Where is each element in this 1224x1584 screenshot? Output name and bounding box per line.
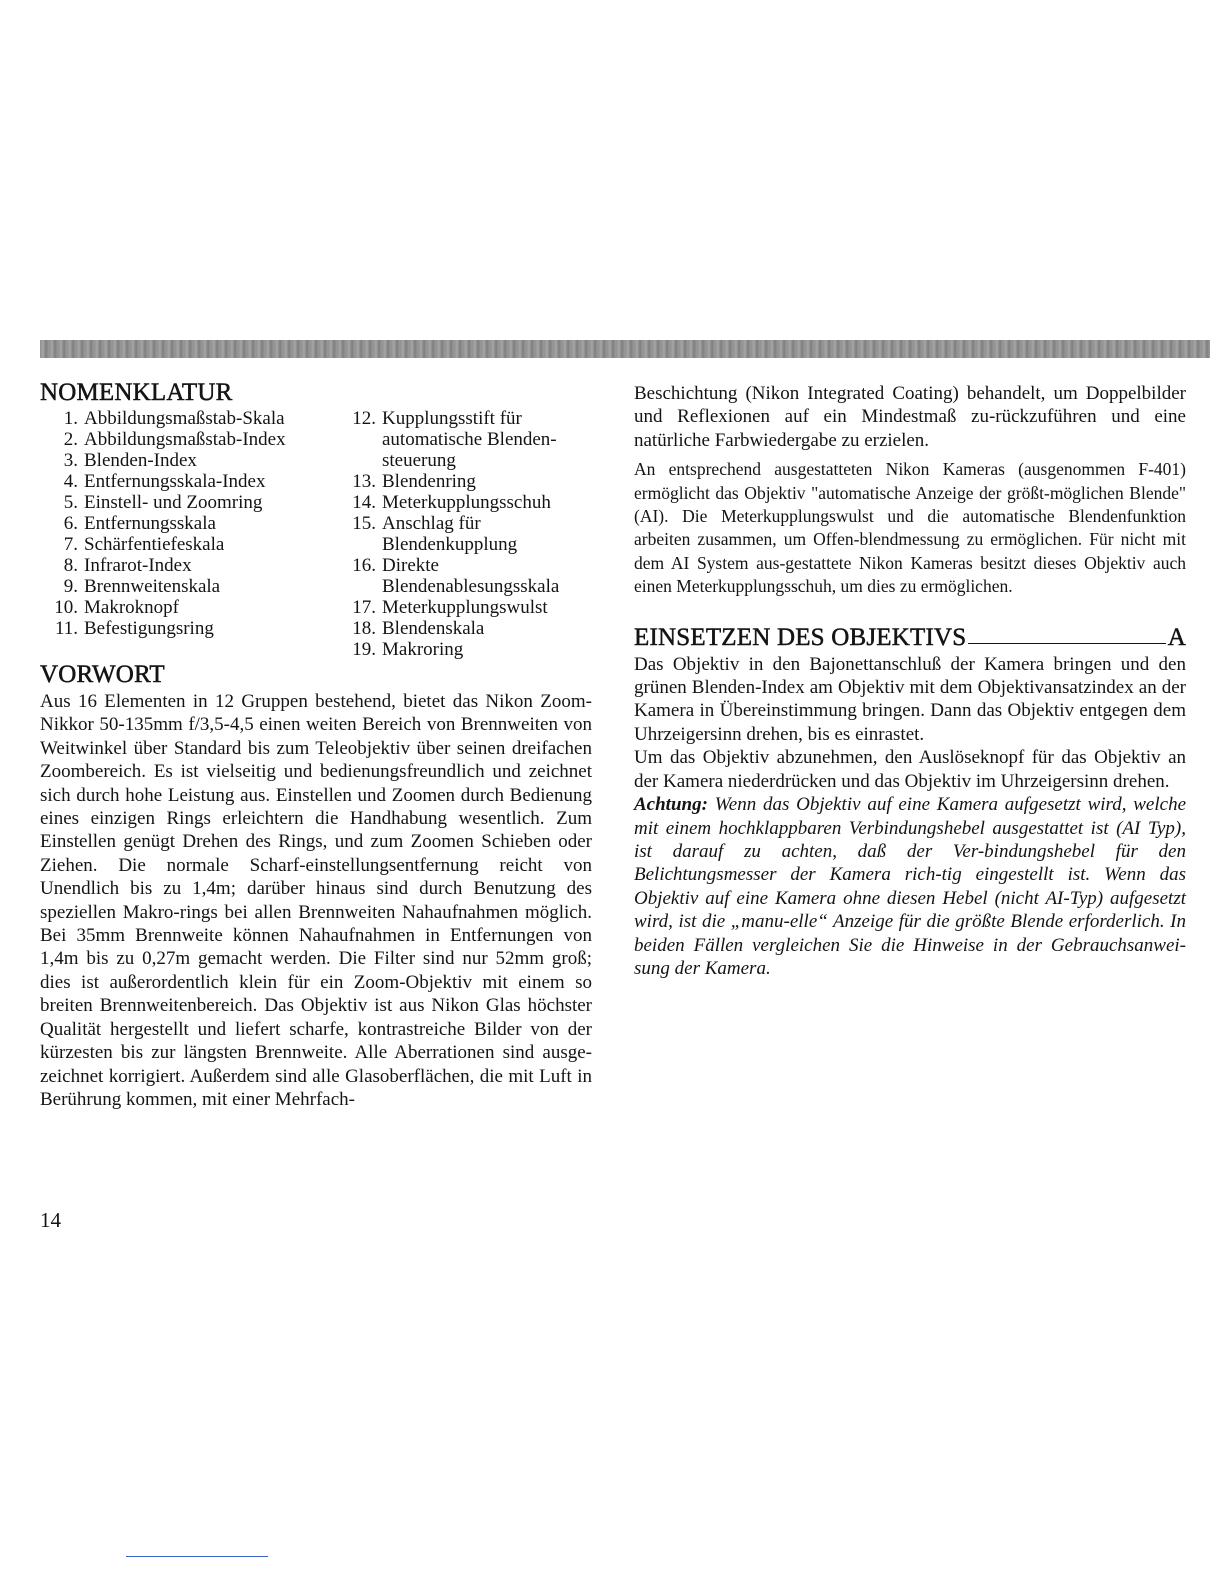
list-item: 18. Blendenskala (352, 618, 485, 639)
list-item: 5. Einstell- und Zoomring (63, 492, 263, 513)
achtung-text: Wenn das Objektiv auf eine Kamera aufgesetzt wird, welche mit einem hochklappbaren Verbindungshebel ausgestattet ist (AI Typ), ist darauf zu achten, daß der Ver-bindungshebel für den Belichtungsmesser der Kamera rich-tig eingestellt ist. Wenn das Objektiv auf eine Kamera ohne diesen Hebel (nicht AI-Typ) aufgesetzt wird, ist die „manu-elle“ Anzeige für die größte Blende erforderlich. In beiden Fällen vergleichen Sie die Hinweise in der Gebrauchsanwei-sung der Kamera. (634, 794, 1186, 979)
list-item: 15. Anschlag für Blendenkupplung (352, 513, 518, 555)
vorwort-heading: VORWORT (40, 661, 165, 688)
list-item: 12. Kupplungsstift für automatische Blenden-steuerung (352, 408, 557, 471)
list-item: 17. Meterkupplungswulst (352, 597, 548, 618)
einsetzen-paragraph-2: Um das Objektiv abzunehmen, den Auslöseknopf für das Objektiv an der Kamera niederdrücken und das Objektiv im Uhrzeigersinn drehen. (634, 747, 1186, 792)
list-item: 8. Infrarot-Index (63, 555, 192, 576)
list-item: 19. Makroring (352, 639, 464, 660)
list-item: 4. Entfernungsskala-Index (63, 471, 266, 492)
einsetzen-paragraph-1: Das Objektiv in den Bajonettanschluß der Kamera bringen und den grünen Blenden-Index am Objektiv mit dem Objektivansatzindex an der Kamera in Übereinstimmung bringen. Dann das Objektiv entgegen dem Uhrzeigersinn drehen, bis es einrastet. (634, 653, 1186, 745)
figure-reference: A (1167, 623, 1186, 651)
vorwort-text: Aus 16 Elementen in 12 Gruppen bestehend, bietet das Nikon Zoom-Nikkor 50-135mm f/3,5-4,5 einen weiten Bereich von Brennweiten von Weitwinkel über Standard bis zum Teleobjektiv über seinen dreifachen Zoombereich. Es ist vielseitig und bedienungsfreundlich und zeichnet sich durch hohe Leistung aus. Einstellen und Zoomen durch Bedienung eines einzigen Rings erleichtern die Handhabung wesentlich. Zum Einstellen genügt Drehen des Rings, und zum Zoomen Schieben oder Ziehen. Die normale Scharf-einstellungsentfernung reicht von Unendlich bis zu 1,4m; darüber hinaus sind durch Benutzung des speziellen Makro-rings bei allen Brennweiten Nahaufnahmen möglich. Bei 35mm Brennweite können Nahaufnahmen in Entfernungen von 1,4m bis zu 0,27m gemacht werden. Die Filter sind nur 52mm groß; dies ist außerordentlich klein für ein Zoom-Objektiv mit einem so breiten Brennweitenbereich. Das Objektiv ist aus Nikon Glas höchster Qualität hergestellt und liefert scharfe, kontrastreiche Bilder von der kürzesten bis zur längsten Brennweite. Alle Aberrationen sind ausge-zeichnet korrigiert. Außerdem sind alle Glasoberflächen, die mit Luft in Berührung kommen, mit einer Mehrfach- (40, 691, 592, 1110)
einsetzen-heading (634, 623, 1186, 653)
bottom-line (126, 1556, 268, 1557)
list-item: 13. Blendenring (352, 471, 476, 492)
right-column (634, 382, 1186, 980)
list-item: 7. Schärfentiefeskala (63, 534, 225, 555)
list-item: 14. Meterkupplungsschuh (352, 492, 551, 513)
list-item: 6. Entfernungsskala (63, 513, 216, 534)
achtung-label: Achtung: (634, 794, 708, 816)
left-column (40, 378, 592, 1111)
list-item: 1. Abbildungsmaßstab-Skala (63, 408, 285, 429)
heading-rule (968, 643, 1165, 644)
page-number: 14 (40, 1208, 61, 1232)
list-item: 11. Befestigungsring (54, 618, 214, 639)
ai-paragraph: An entsprechend ausgestatteten Nikon Kameras (ausgenommen F-401) ermöglicht das Objektiv "automatische Anzeige der größt-möglichen Blende" (AI). Die Meterkupplungswulst und die automatische Blendenfunktion arbeiten zusammen, um Offen-blendmessung zu ermöglichen. Für nicht mit dem AI System aus-gestattete Nikon Kameras besitzt dieses Objektiv auch einen Meterkupplungsschuh, um dies zu ermöglichen. (634, 459, 1186, 597)
coating-paragraph: Beschichtung (Nikon Integrated Coating) behandelt, um Doppelbilder und Reflexionen auf ein Mindestmaß zu-rückzuführen und eine natürliche Farbwiedergabe zu erzielen. (634, 383, 1186, 451)
list-item: 16. Direkte Blendenablesungsskala (352, 555, 560, 597)
list-item: 3. Blenden-Index (63, 450, 197, 471)
list-item: 9. Brennweitenskala (63, 576, 221, 597)
nomenklatur-list (40, 408, 592, 660)
einsetzen-title: EINSETZEN DES OBJEKTIVS (634, 623, 967, 651)
achtung-note (634, 793, 1186, 980)
nomenklatur-col1 (40, 408, 340, 660)
nomenklatur-heading: NOMENKLATUR (40, 379, 233, 406)
list-item: 10. Makroknopf (54, 597, 179, 618)
header-bar (40, 340, 1210, 358)
list-item: 2. Abbildungsmaßstab-Index (63, 429, 286, 450)
nomenklatur-col2 (340, 408, 592, 660)
